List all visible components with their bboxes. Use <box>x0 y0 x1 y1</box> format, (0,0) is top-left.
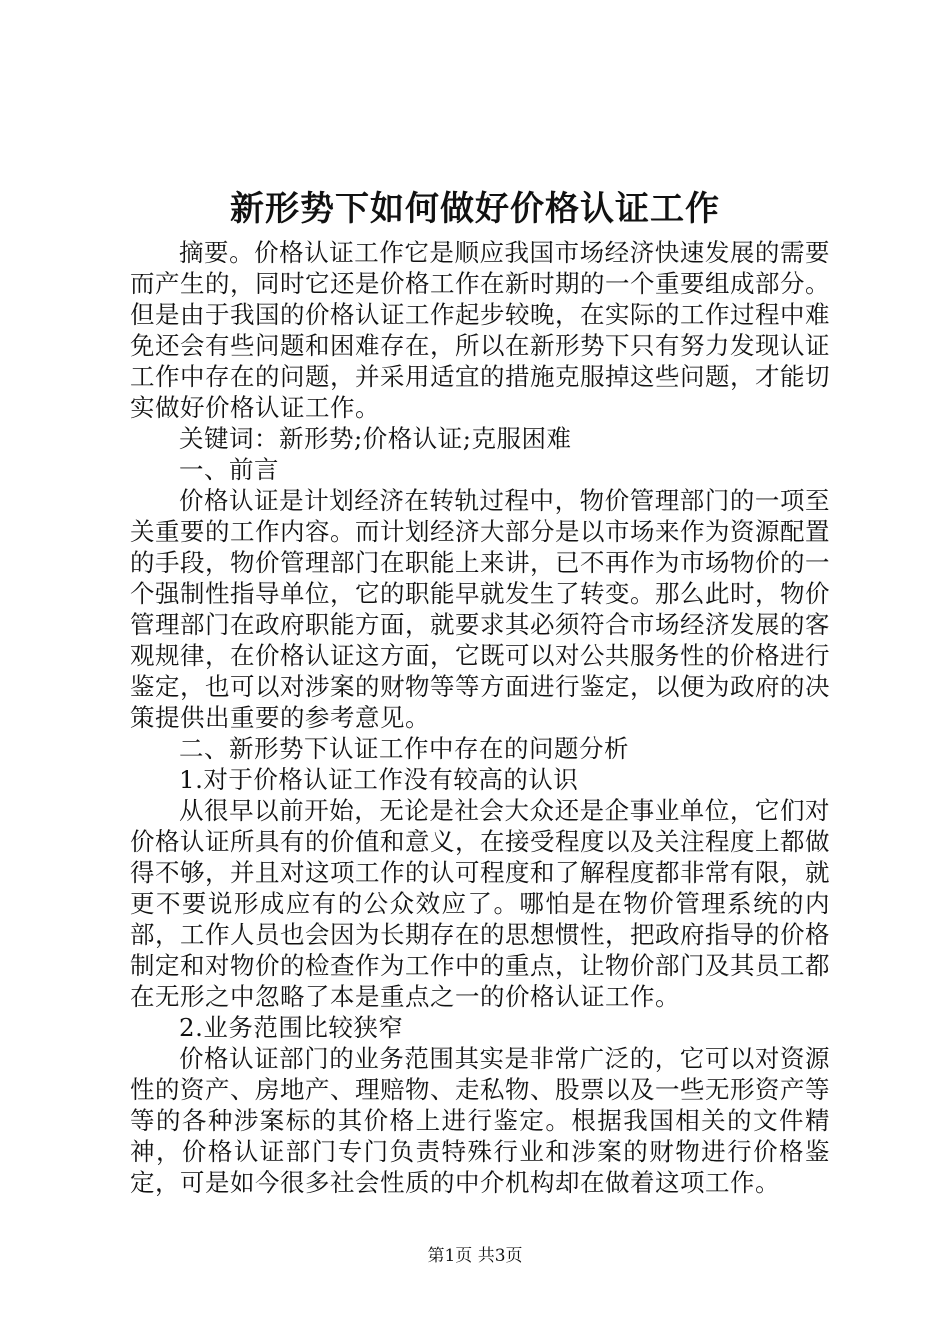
awareness-paragraph: 从很早以前开始，无论是社会大众还是企事业单位，它们对价格认证所具有的价值和意义，在接受程度以及关注程度上都做得不够，并且对这项工作的认可程度和了解程度都非常有限，就更不要说形成应有的公众效应了。哪怕是在物价管理系统的内部，工作人员也会因为长期存在的思想惯性，把政府指导的价格制定和对物价的检查作为工作中的重点，让物价部门及其员工都在无形之中忽略了本是重点之一的价格认证工作。 <box>130 796 830 1011</box>
subheading-scope: 2.业务范围比较狭窄 <box>179 1013 404 1042</box>
page-footer: 第1页 共3页 <box>427 1246 523 1266</box>
keywords-line: 关键词：新形势;价格认证;克服困难 <box>179 424 572 453</box>
section-heading-preface: 一、前言 <box>179 455 279 484</box>
abstract-paragraph: 摘要。价格认证工作它是顺应我国市场经济快速发展的需要而产生的，同时它还是价格工作在新时期的一个重要组成部分。但是由于我国的价格认证工作起步较晚，在实际的工作过程中难免还会有些问题和困难存在，所以在新形势下只有努力发现认证工作中存在的问题，并采用适宜的措施克服掉这些问题，才能切实做好价格认证工作。 <box>130 238 830 422</box>
subheading-awareness: 1.对于价格认证工作没有较高的认识 <box>179 765 579 794</box>
document-title: 新形势下如何做好价格认证工作 <box>230 189 720 229</box>
preface-paragraph: 价格认证是计划经济在转轨过程中，物价管理部门的一项至关重要的工作内容。而计划经济大部分是以市场来作为资源配置的手段，物价管理部门在职能上来讲，已不再作为市场物价的一个强制性指导单位，它的职能早就发生了转变。那么此时，物价管理部门在政府职能方面，就要求其必须符合市场经济发展的客观规律，在价格认证这方面，它既可以对公共服务性的价格进行鉴定，也可以对涉案的财物等等方面进行鉴定，以便为政府的决策提供出重要的参考意见。 <box>130 486 830 732</box>
section-heading-problems: 二、新形势下认证工作中存在的问题分析 <box>179 734 629 763</box>
document-body <box>130 237 830 1198</box>
scope-paragraph: 价格认证部门的业务范围其实是非常广泛的，它可以对资源性的资产、房地产、理赔物、走私物、股票以及一些无形资产等等的各种涉案标的其价格上进行鉴定。根据我国相关的文件精神，价格认证部门专门负责特殊行业和涉案的财物进行价格鉴定，可是如今很多社会性质的中介机构却在做着这项工作。 <box>130 1044 830 1197</box>
